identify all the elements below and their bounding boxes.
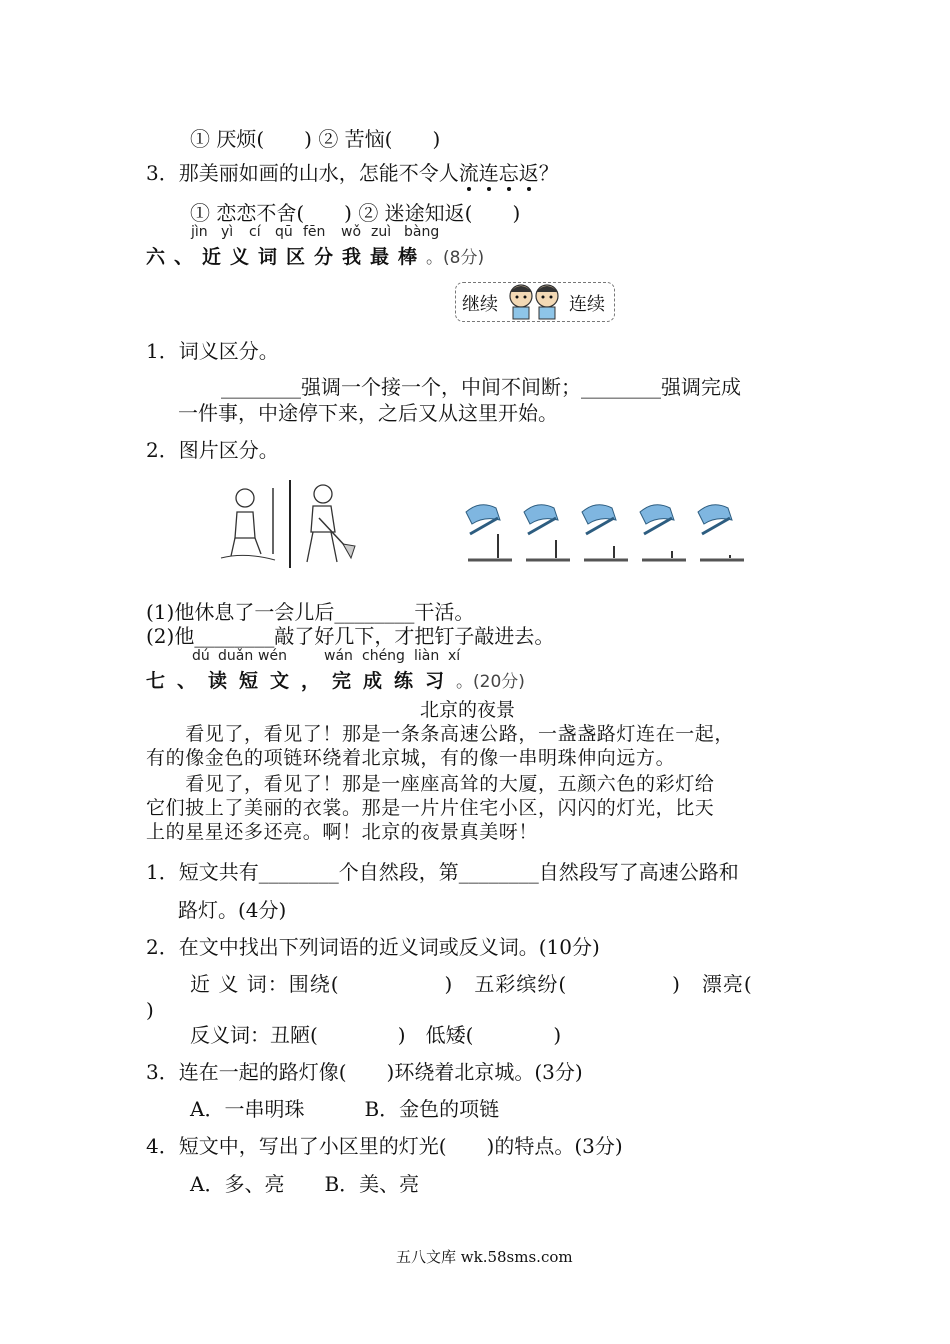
- passage-p1-line2: 有的像金色的项链环绕着北京城，有的像一串明珠伸向远方。: [146, 747, 676, 769]
- hammer-icon: [698, 505, 744, 560]
- q3-prefix: 3．那美丽如画的山水，怎能不令人: [146, 161, 459, 185]
- s6-q1-line1: ________强调一个接一个，中间不间断；________强调完成: [221, 375, 741, 399]
- s6-q2-a: (1)他休息了一会儿后________干活。: [146, 600, 475, 624]
- pinyin: chéng: [362, 648, 405, 664]
- section6-score: 。(8分): [426, 248, 485, 268]
- tag-right-word: 连续: [569, 294, 605, 315]
- pinyin: wán: [324, 648, 353, 664]
- pinyin: jìn: [191, 224, 208, 240]
- tag-left-word: 继续: [462, 294, 498, 315]
- rest-and-work-illustration: [215, 474, 365, 570]
- pinyin: duǎn: [218, 648, 254, 664]
- pinyin: zuì: [371, 224, 392, 240]
- s6-q1-line2: 一件事，中途停下来，之后又从这里开始。: [178, 401, 558, 425]
- s7-q4-options: A．多、亮 B．美、亮: [190, 1172, 420, 1196]
- pinyin: bàng: [404, 224, 440, 240]
- passage-title: 北京的夜景: [420, 699, 516, 721]
- q3-question: [146, 161, 559, 185]
- pinyin: yì: [221, 224, 234, 240]
- emph-char: 连: [478, 161, 499, 185]
- footer-watermark: 五八文库 wk.58sms.com: [396, 1248, 573, 1266]
- s6-q1-title: 1．词义区分。: [146, 339, 279, 363]
- s7-q1-line2: 路灯。(4分): [178, 898, 287, 922]
- section7-title: 七、读短文，完成练习: [146, 670, 457, 692]
- section7-score: 。(20分): [456, 672, 525, 692]
- s6-q2-b: (2)他________敲了好几下，才把钉子敲进去。: [146, 624, 555, 648]
- s7-q2-synonyms-end: ): [146, 998, 154, 1022]
- s7-q1-line1: 1．短文共有________个自然段，第________自然段写了高速公路和: [146, 860, 739, 884]
- twin-characters-icon: [504, 280, 564, 322]
- s7-q3-title: 3．连在一起的路灯像( )环绕着北京城。(3分): [146, 1060, 583, 1084]
- s7-q2-antonyms: 反义词：丑陋( ) 低矮( ): [190, 1023, 562, 1047]
- passage-p2-line2: 它们披上了美丽的衣裳。那是一片片住宅小区，闪闪的灯光，比天: [146, 797, 715, 819]
- q3-suffix: ？: [538, 161, 559, 185]
- passage-p1-line1: 看见了，看见了！那是一条条高速公路，一盏盏路灯连在一起，: [146, 723, 735, 745]
- section6-heading: [146, 242, 484, 269]
- section7-heading: [146, 666, 525, 693]
- pinyin: wǒ: [341, 224, 362, 240]
- s7-q4-title: 4．短文中，写出了小区里的灯光( )的特点。(3分): [146, 1134, 623, 1158]
- emph-char: 忘: [498, 161, 519, 185]
- s7-q2-synonyms: 近 义 词：围绕( ) 五彩缤纷( ) 漂亮(: [190, 972, 753, 996]
- emph-char: 返: [518, 161, 539, 185]
- pinyin: xí: [448, 648, 461, 664]
- section6-title: 六、近义词区分我最棒: [146, 246, 427, 268]
- pinyin: cí: [249, 224, 261, 240]
- pinyin: fēn: [303, 224, 326, 240]
- hammer-icon: [640, 505, 686, 560]
- q3-options: ① 恋恋不舍( ) ② 迷途知返( ): [190, 201, 521, 225]
- hammer-icon: [524, 505, 570, 560]
- emph-char: 流: [458, 161, 479, 185]
- s6-q2-title: 2．图片区分。: [146, 438, 279, 462]
- hammer-nail-sequence-illustration: [460, 494, 760, 570]
- s7-q3-options: A．一串明珠 B．金色的项链: [190, 1097, 500, 1121]
- pinyin: wén: [258, 648, 287, 664]
- passage-p2-line3: 上的星星还多还亮。啊！北京的夜景真美呀！: [146, 821, 539, 843]
- pinyin: dú: [192, 648, 210, 664]
- pinyin: liàn: [414, 648, 440, 664]
- s7-q2-title: 2．在文中找出下列词语的近义词或反义词。(10分): [146, 935, 600, 959]
- q2-options: ① 厌烦( ) ② 苦恼( ): [190, 127, 441, 151]
- passage-p2-line1: 看见了，看见了！那是一座座高耸的大厦，五颜六色的彩灯给: [146, 773, 715, 795]
- pinyin: qū: [275, 224, 293, 240]
- hammer-icon: [582, 505, 628, 560]
- hammer-icon: [466, 505, 512, 560]
